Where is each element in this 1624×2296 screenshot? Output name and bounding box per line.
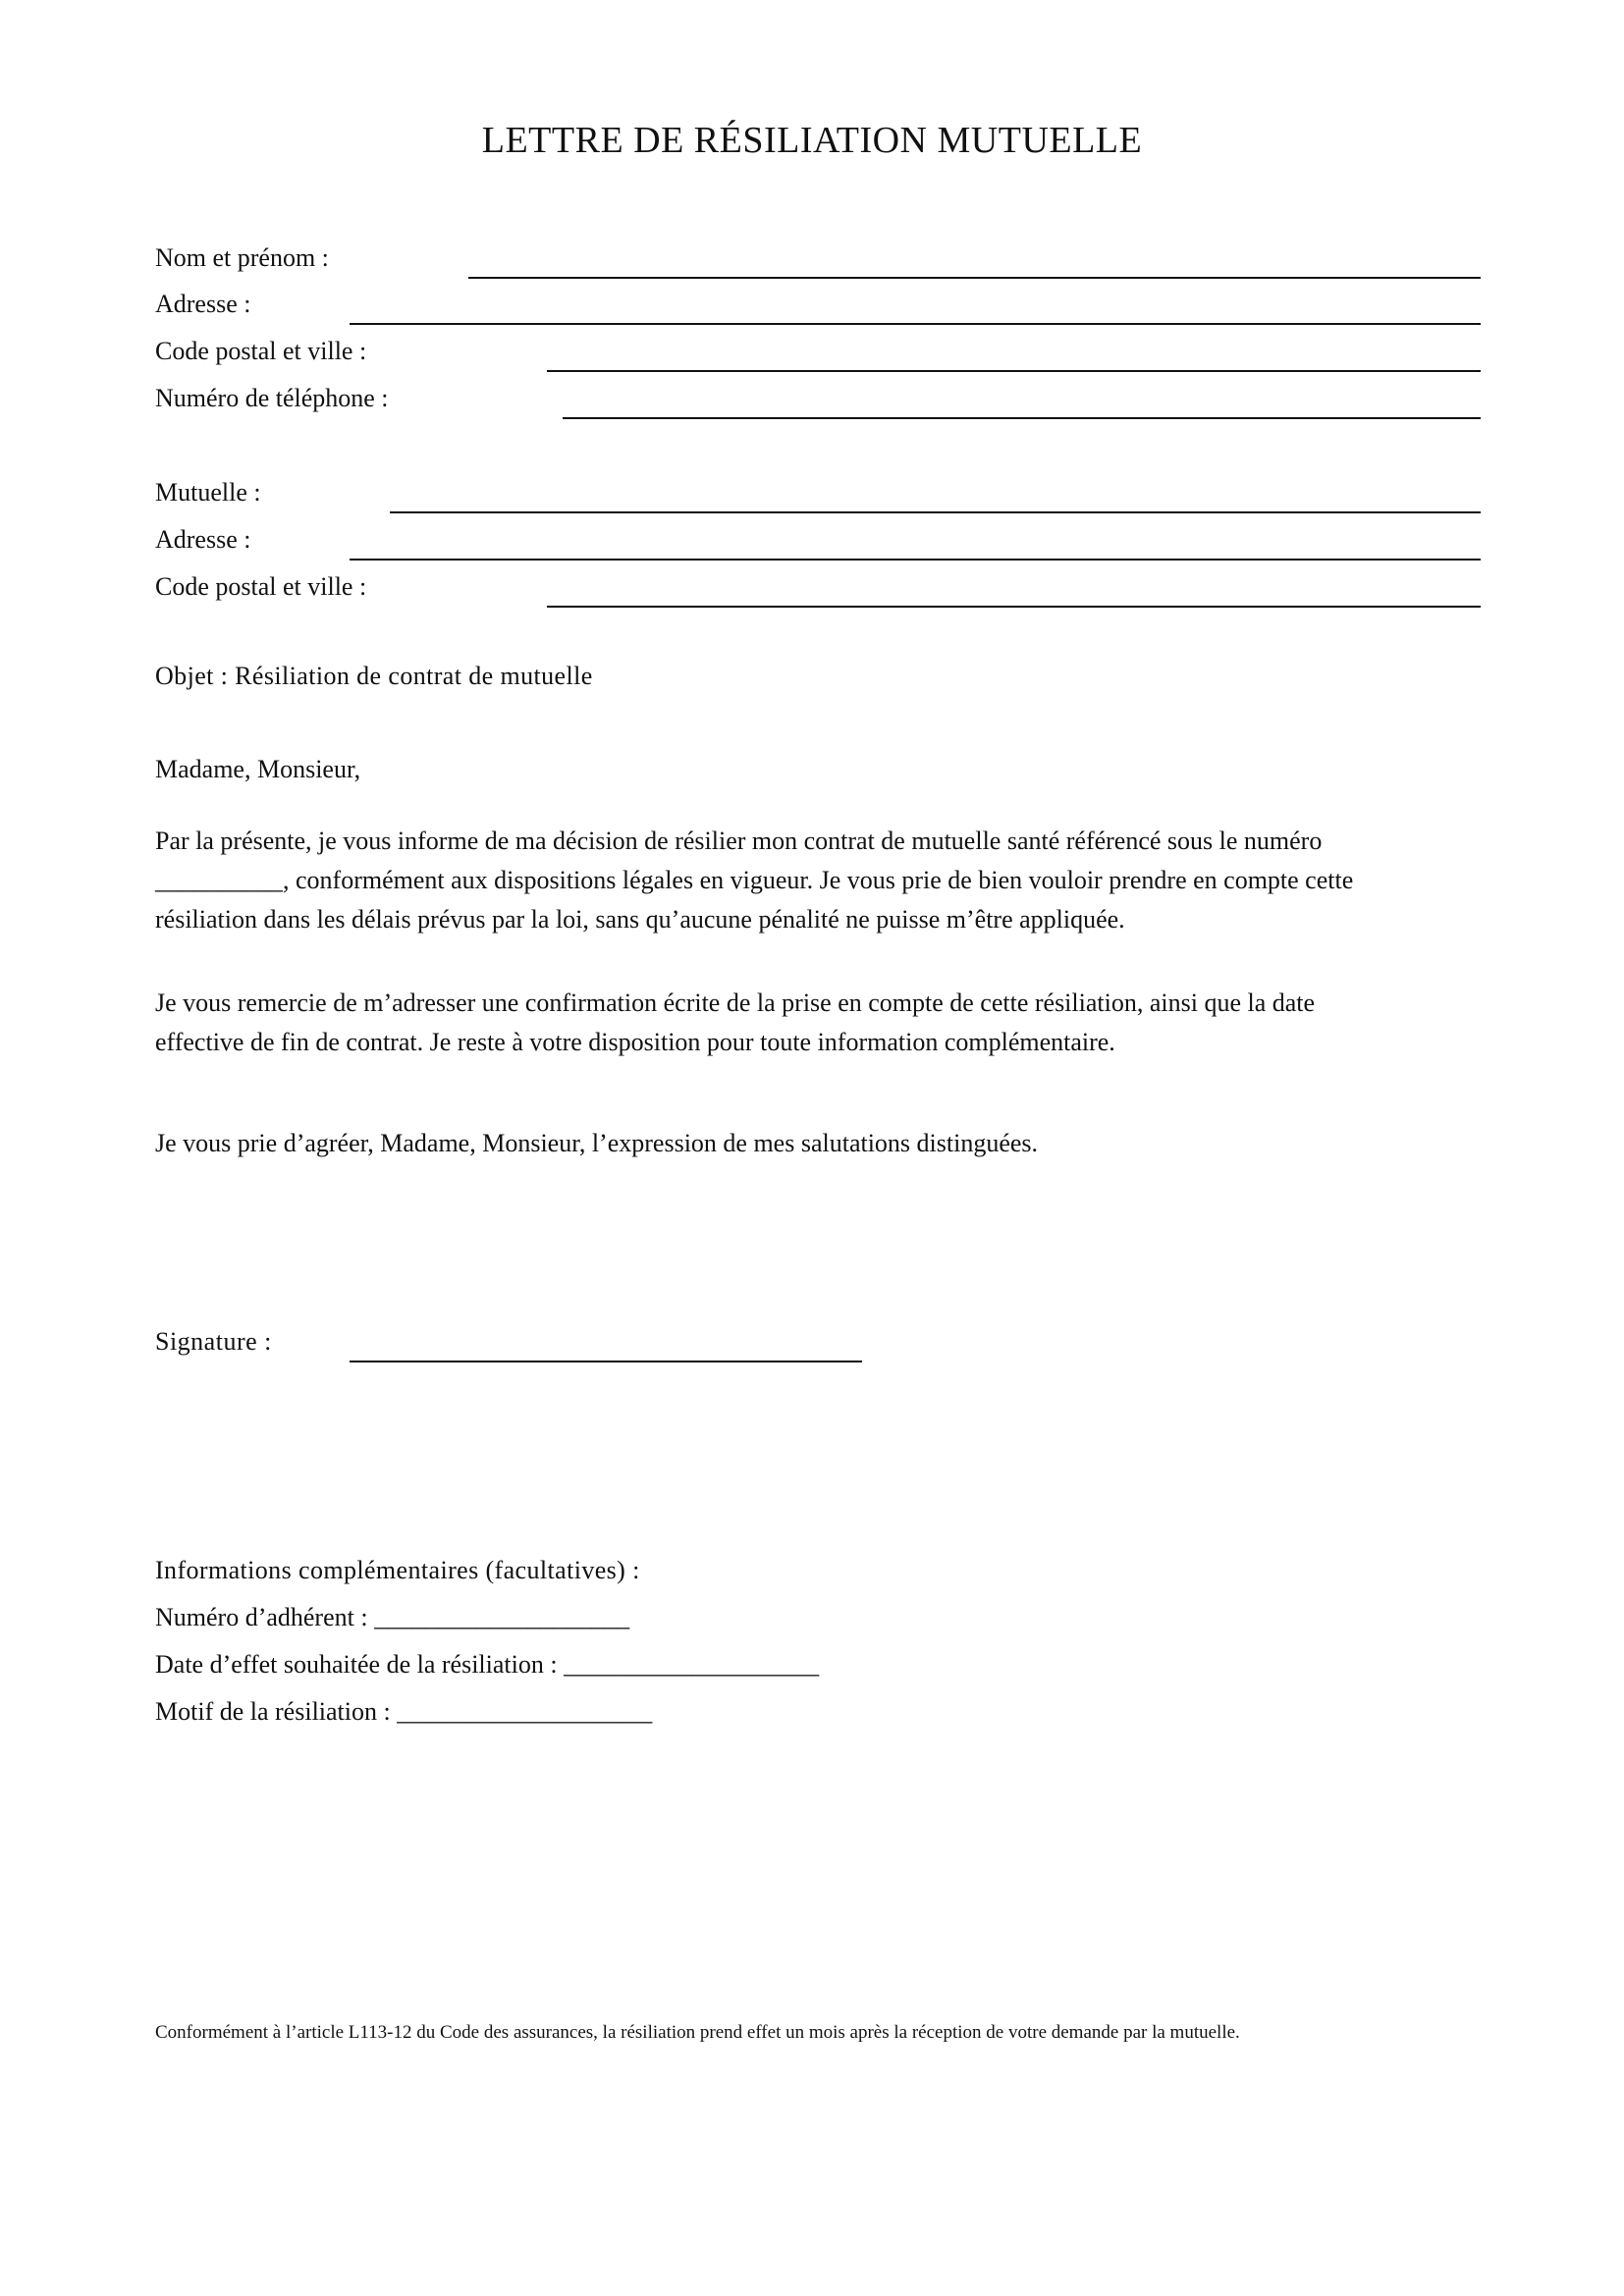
sender-postal-city-label: Code postal et ville : <box>155 337 367 365</box>
mutuelle-address-field[interactable] <box>155 513 1481 561</box>
sender-name-field[interactable] <box>155 232 1481 279</box>
sender-postal-city-field[interactable] <box>155 325 1481 372</box>
body-paragraph-2-line-1: Je vous remercie de m’adresser une confirmation écrite de la prise en compte de cette résiliation, ainsi que la date <box>155 988 1316 1017</box>
body-paragraph-1-line-1: Par la présente, je vous informe de ma décision de résilier mon contrat de mutuelle santé référencé sous le numéro <box>155 827 1323 855</box>
mutuelle-name-field[interactable] <box>155 466 1481 513</box>
effective-date-field[interactable]: Date d’effet souhaitée de la résiliation : ____________________ <box>155 1650 820 1679</box>
sender-name-label: Nom et prénom : <box>155 243 329 272</box>
signature-label: Signature : <box>155 1327 272 1356</box>
subject-line: Objet : Résiliation de contrat de mutuelle <box>155 662 593 690</box>
mutuelle-name-label: Mutuelle : <box>155 478 261 507</box>
sender-phone-field[interactable] <box>155 372 1481 419</box>
body-paragraph-2-line-2: effective de fin de contrat. Je reste à votre disposition pour toute information complémentaire. <box>155 1028 1115 1056</box>
member-number-field[interactable]: Numéro d’adhérent : ____________________ <box>155 1603 630 1631</box>
mutuelle-postal-city-field[interactable] <box>155 561 1481 608</box>
sender-phone-line[interactable] <box>563 417 1481 419</box>
signature-line[interactable] <box>350 1361 862 1362</box>
body-paragraph-1-line-3: résiliation dans les délais prévus par la loi, sans qu’aucune pénalité ne puisse m’être appliquée. <box>155 905 1125 934</box>
sender-address-label: Adresse : <box>155 290 251 318</box>
salutation: Madame, Monsieur, <box>155 755 361 783</box>
body-paragraph-2 <box>155 984 1490 1062</box>
closing-formula: Je vous prie d’agréer, Madame, Monsieur, l’expression de mes salutations distinguées. <box>155 1129 1039 1157</box>
body-paragraph-1-line-2: __________, conformément aux dispositions légales en vigueur. Je vous prie de bien vouloir prendre en compte cette <box>155 866 1354 894</box>
page-title: LETTRE DE RÉSILIATION MUTUELLE <box>481 120 1143 161</box>
mutuelle-postal-city-line[interactable] <box>547 606 1481 608</box>
mutuelle-address-label: Adresse : <box>155 525 251 554</box>
sender-phone-label: Numéro de téléphone : <box>155 384 389 412</box>
mutuelle-postal-city-label: Code postal et ville : <box>155 572 367 601</box>
legal-footnote: Conformément à l’article L113-12 du Code des assurances, la résiliation prend effet un mois après la réception de votre demande par la mutuelle. <box>155 2022 1240 2043</box>
additional-info-heading: Informations complémentaires (facultatives) : <box>155 1556 640 1584</box>
body-paragraph-1 <box>155 822 1490 939</box>
termination-reason-field[interactable]: Motif de la résiliation : ____________________ <box>155 1697 653 1726</box>
sender-address-field[interactable] <box>155 278 1481 325</box>
signature-field[interactable] <box>155 1315 862 1362</box>
